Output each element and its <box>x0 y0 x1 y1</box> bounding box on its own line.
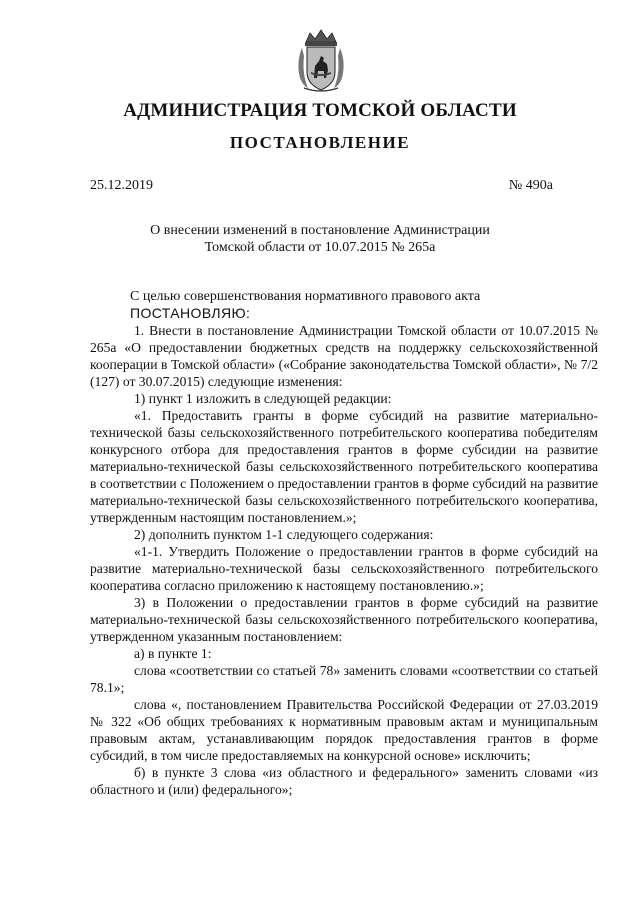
paragraph: «1-1. Утвердить Положение о предоставлении грантов в форме субсидий на развитие материально-технической базы сельскохозяйственного потребительского кооператива согласно приложению к настоящему постановлению.»; <box>90 544 598 593</box>
paragraph: б) в пункте 3 слова «из областного и федерального» заменить словами «из областного и (или) федерального»; <box>90 765 598 797</box>
document-number: № 490а <box>508 178 553 193</box>
subject-line: О внесении изменений в постановление Администрации <box>150 223 490 238</box>
paragraph: слова «, постановлением Правительства Российской Федерации от 27.03.2019 № 322 «Об общих требованиях к нормативным правовым актам и муниципальным правовым актам, устанавливающим порядок предоставления грантов в форме субсидий, в том числе предоставляемых на конкурсной основе» исключить; <box>90 697 598 763</box>
resolve-heading: ПОСТАНОВЛЯЮ: <box>130 305 251 321</box>
document-type-title: ПОСТАНОВЛЕНИЕ <box>229 133 411 152</box>
paragraph: 1) пункт 1 изложить в следующей редакции: <box>134 391 392 406</box>
subject-line: Томской области от 10.07.2015 № 265а <box>204 240 436 255</box>
paragraph: «1. Предоставить гранты в форме субсидий на развитие материально-технической базы сельскохозяйственного потребительского кооператива победителям конкурсного отбора для предоставления грантов в форме субсидии на развитие материально-технической базы сельскохозяйственного потребительского кооператива в соответствии с Положением о предоставлении грантов в форме субсидий на развитие материально-технической базы сельскохозяйственного потребительского кооператива, утвержденным настоящим постановлением.»; <box>90 408 598 525</box>
paragraph: слова «соответствии со статьей 78» заменить словами «соответствии со статьей 78.1»; <box>90 663 598 695</box>
preamble: С целью совершенствования нормативного правового акта <box>130 289 481 304</box>
tomsk-coat-of-arms-icon <box>294 28 348 94</box>
paragraph: 2) дополнить пунктом 1-1 следующего содержания: <box>134 527 434 542</box>
paragraph: а) в пункте 1: <box>134 646 212 661</box>
document-date: 25.12.2019 <box>90 178 153 193</box>
paragraph: 1. Внести в постановление Администрации Томской области от 10.07.2015 № 265а «О предоставлении бюджетных средств на поддержку сельскохозяйственной кооперации в Томской области» («Собрание законодательства Томской области», № 7/2 (127) от 30.07.2015) следующие изменения: <box>90 323 598 389</box>
organization-title: АДМИНИСТРАЦИЯ ТОМСКОЙ ОБЛАСТИ <box>123 100 517 121</box>
paragraph: 3) в Положении о предоставлении грантов в форме субсидий на развитие материально-технической базы сельскохозяйственного потребительского кооператива, утвержденном указанным постановлением: <box>90 595 598 644</box>
document-body <box>90 288 598 798</box>
document-subject <box>0 222 640 256</box>
